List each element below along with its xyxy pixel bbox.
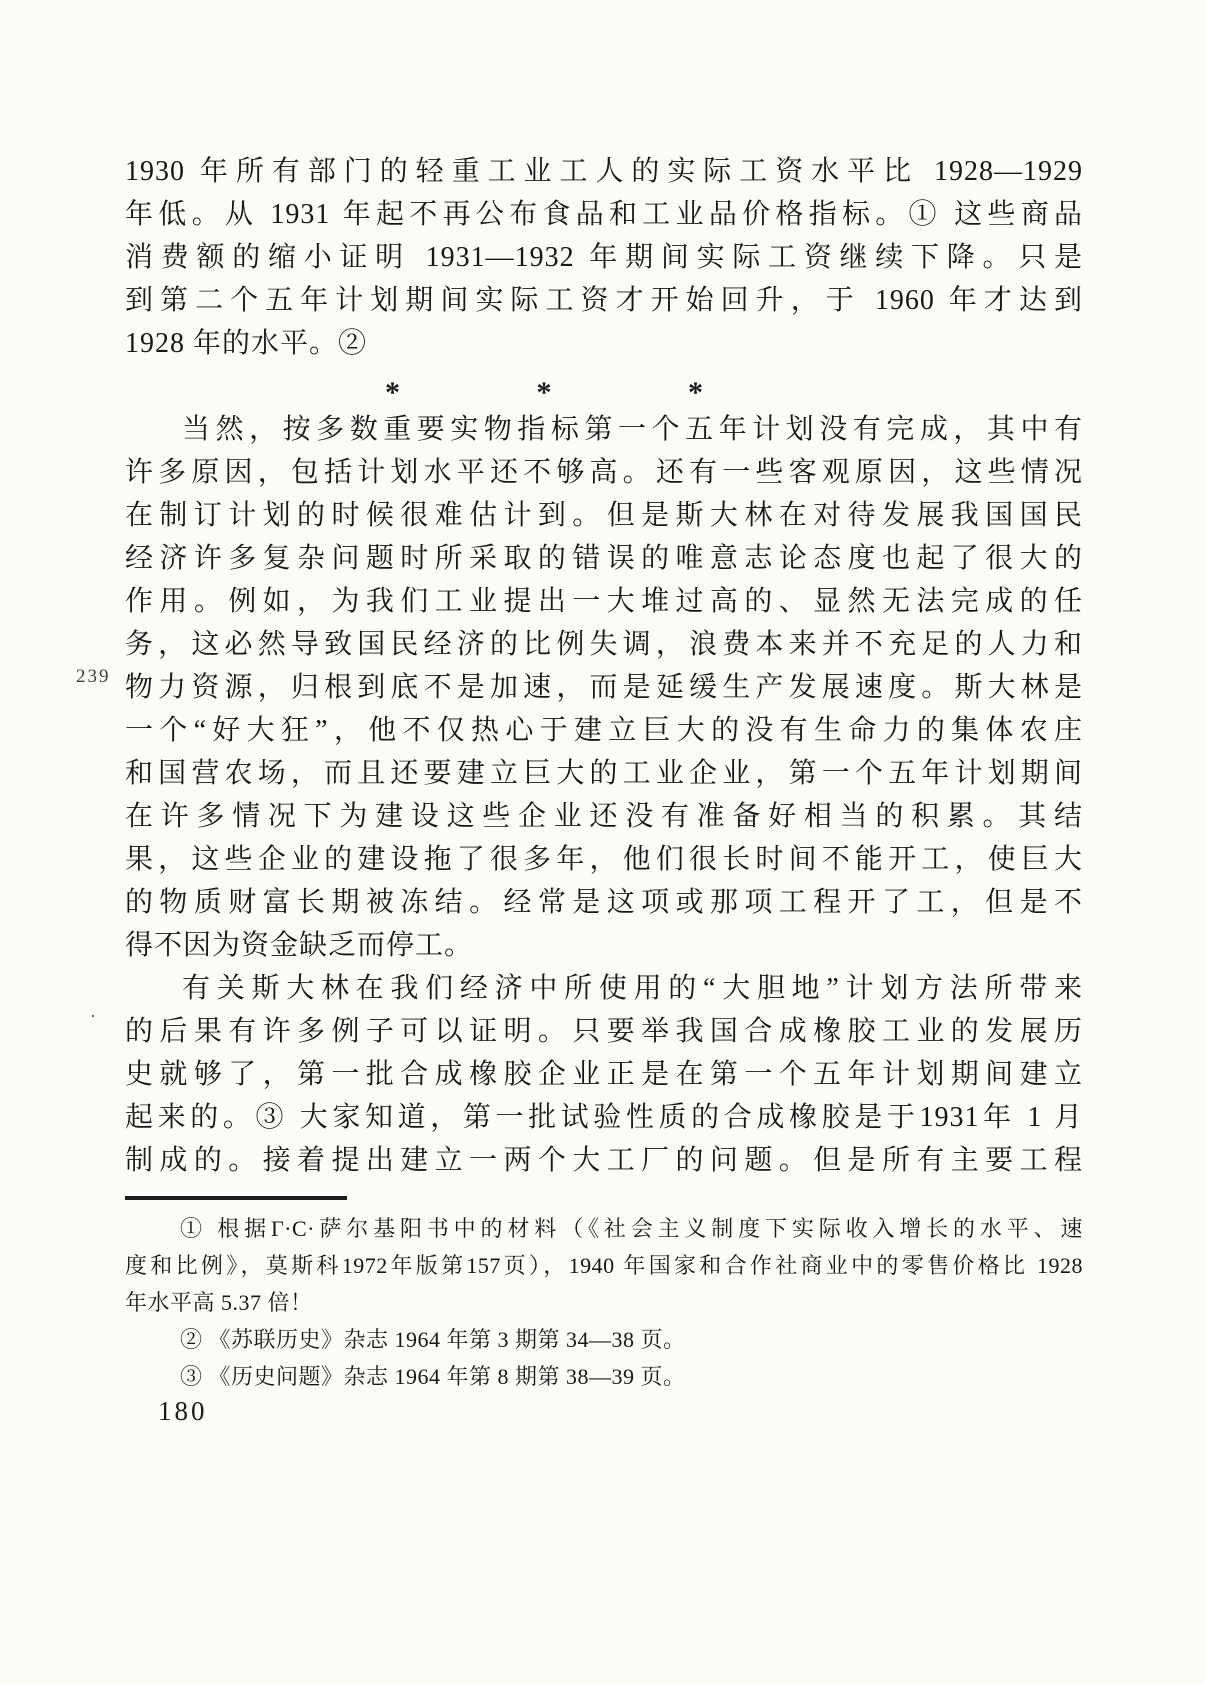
text-line: 物力资源，归根到底不是加速，而是延缓生产发展速度。斯大林是 [125,672,1083,703]
text-line: 一个“好大狂”，他不仅热心于建立巨大的没有生命力的集体农庄 [125,715,1083,746]
text-line: 当然，按多数重要实物指标第一个五年计划没有完成，其中有 [182,414,1083,445]
text-line: 有关斯大林在我们经济中所使用的“大胆地”计划方法所带来 [182,973,1083,1004]
asterisk-icon: * [536,375,552,409]
text-line: 到第二个五年计划期间实际工资才开始回升，于 1960 年才达到 [125,285,1083,316]
text-line: 务，这必然导致国民经济的比例失调，浪费本来并不充足的人力和 [125,629,1083,660]
text-line: 1928 年的水平。② [125,328,368,359]
text-line: 许多原因，包括计划水平还不够高。还有一些客观原因，这些情况 [125,457,1083,488]
footnote-divider [125,1196,347,1200]
footnote-line: ② 《苏联历史》杂志 1964 年第 3 期第 34—38 页。 [180,1327,686,1352]
footnote-line: ③ 《历史问题》杂志 1964 年第 8 期第 38—39 页。 [180,1364,686,1389]
footnotes-block [125,1210,1083,1395]
text-line: 消费额的缩小证明 1931—1932 年期间实际工资继续下降。只是 [125,242,1083,273]
text-line: 起来的。③ 大家知道，第一批试验性质的合成橡胶是于1931年 1 月 [125,1102,1083,1133]
text-line: 年低。从 1931 年起不再公布食品和工业品价格指标。① 这些商品 [125,199,1083,230]
text-line: 果，这些企业的建设拖了很多年，他们很长时间不能开工，使巨大 [125,844,1083,875]
text-line: 制成的。接着提出建立一两个大工厂的问题。但是所有主要工程 [125,1145,1083,1176]
text-line: 得不因为资金缺乏而停工。 [125,930,474,961]
footnote-line: 年水平高 5.37 倍！ [125,1290,313,1315]
paragraph-five-year-plan [125,408,1083,967]
text-line: 作用。例如，为我们工业提出一大堆过高的、显然无法完成的任 [125,586,1083,617]
margin-note: 239 [76,666,111,687]
asterisk-icon: * [385,375,400,409]
text-line: 史就够了，第一批合成橡胶企业正是在第一个五年计划期间建立 [125,1059,1083,1090]
text-line: 的后果有许多例子可以证明。只要举我国合成橡胶工业的发展历 [125,1016,1083,1047]
footnote-line: ① 根据Г·С·萨尔基阳书中的材料（《社会主义制度下实际收入增长的水平、速 [180,1216,1083,1241]
text-line: 在许多情况下为建设这些企业还没有准备好相当的积累。其结 [125,801,1083,832]
page-content [125,150,1083,1395]
paragraph-synthetic-rubber [125,967,1083,1182]
page-number: 180 [158,1396,208,1426]
asterisk-icon: * [688,375,703,409]
paragraph-real-wages [125,150,1083,365]
text-line: 的物质财富长期被冻结。经常是这项或那项工程开了工，但是不 [125,887,1083,918]
asterisk-separator [385,365,703,408]
text-line: 1930 年所有部门的轻重工业工人的实际工资水平比 1928—1929 [125,156,1083,187]
text-line: 在制订计划的时候很难估计到。但是斯大林在对待发展我国国民 [125,500,1083,531]
margin-stray-mark: · [90,1006,96,1026]
text-line: 和国营农场，而且还要建立巨大的工业企业，第一个五年计划期间 [125,758,1083,789]
footnote-line: 度和比例》，莫斯科1972年版第157页），1940 年国家和合作社商业中的零售价格比 1928 [125,1253,1083,1278]
text-line: 经济许多复杂问题时所采取的错误的唯意志论态度也起了很大的 [125,543,1083,574]
